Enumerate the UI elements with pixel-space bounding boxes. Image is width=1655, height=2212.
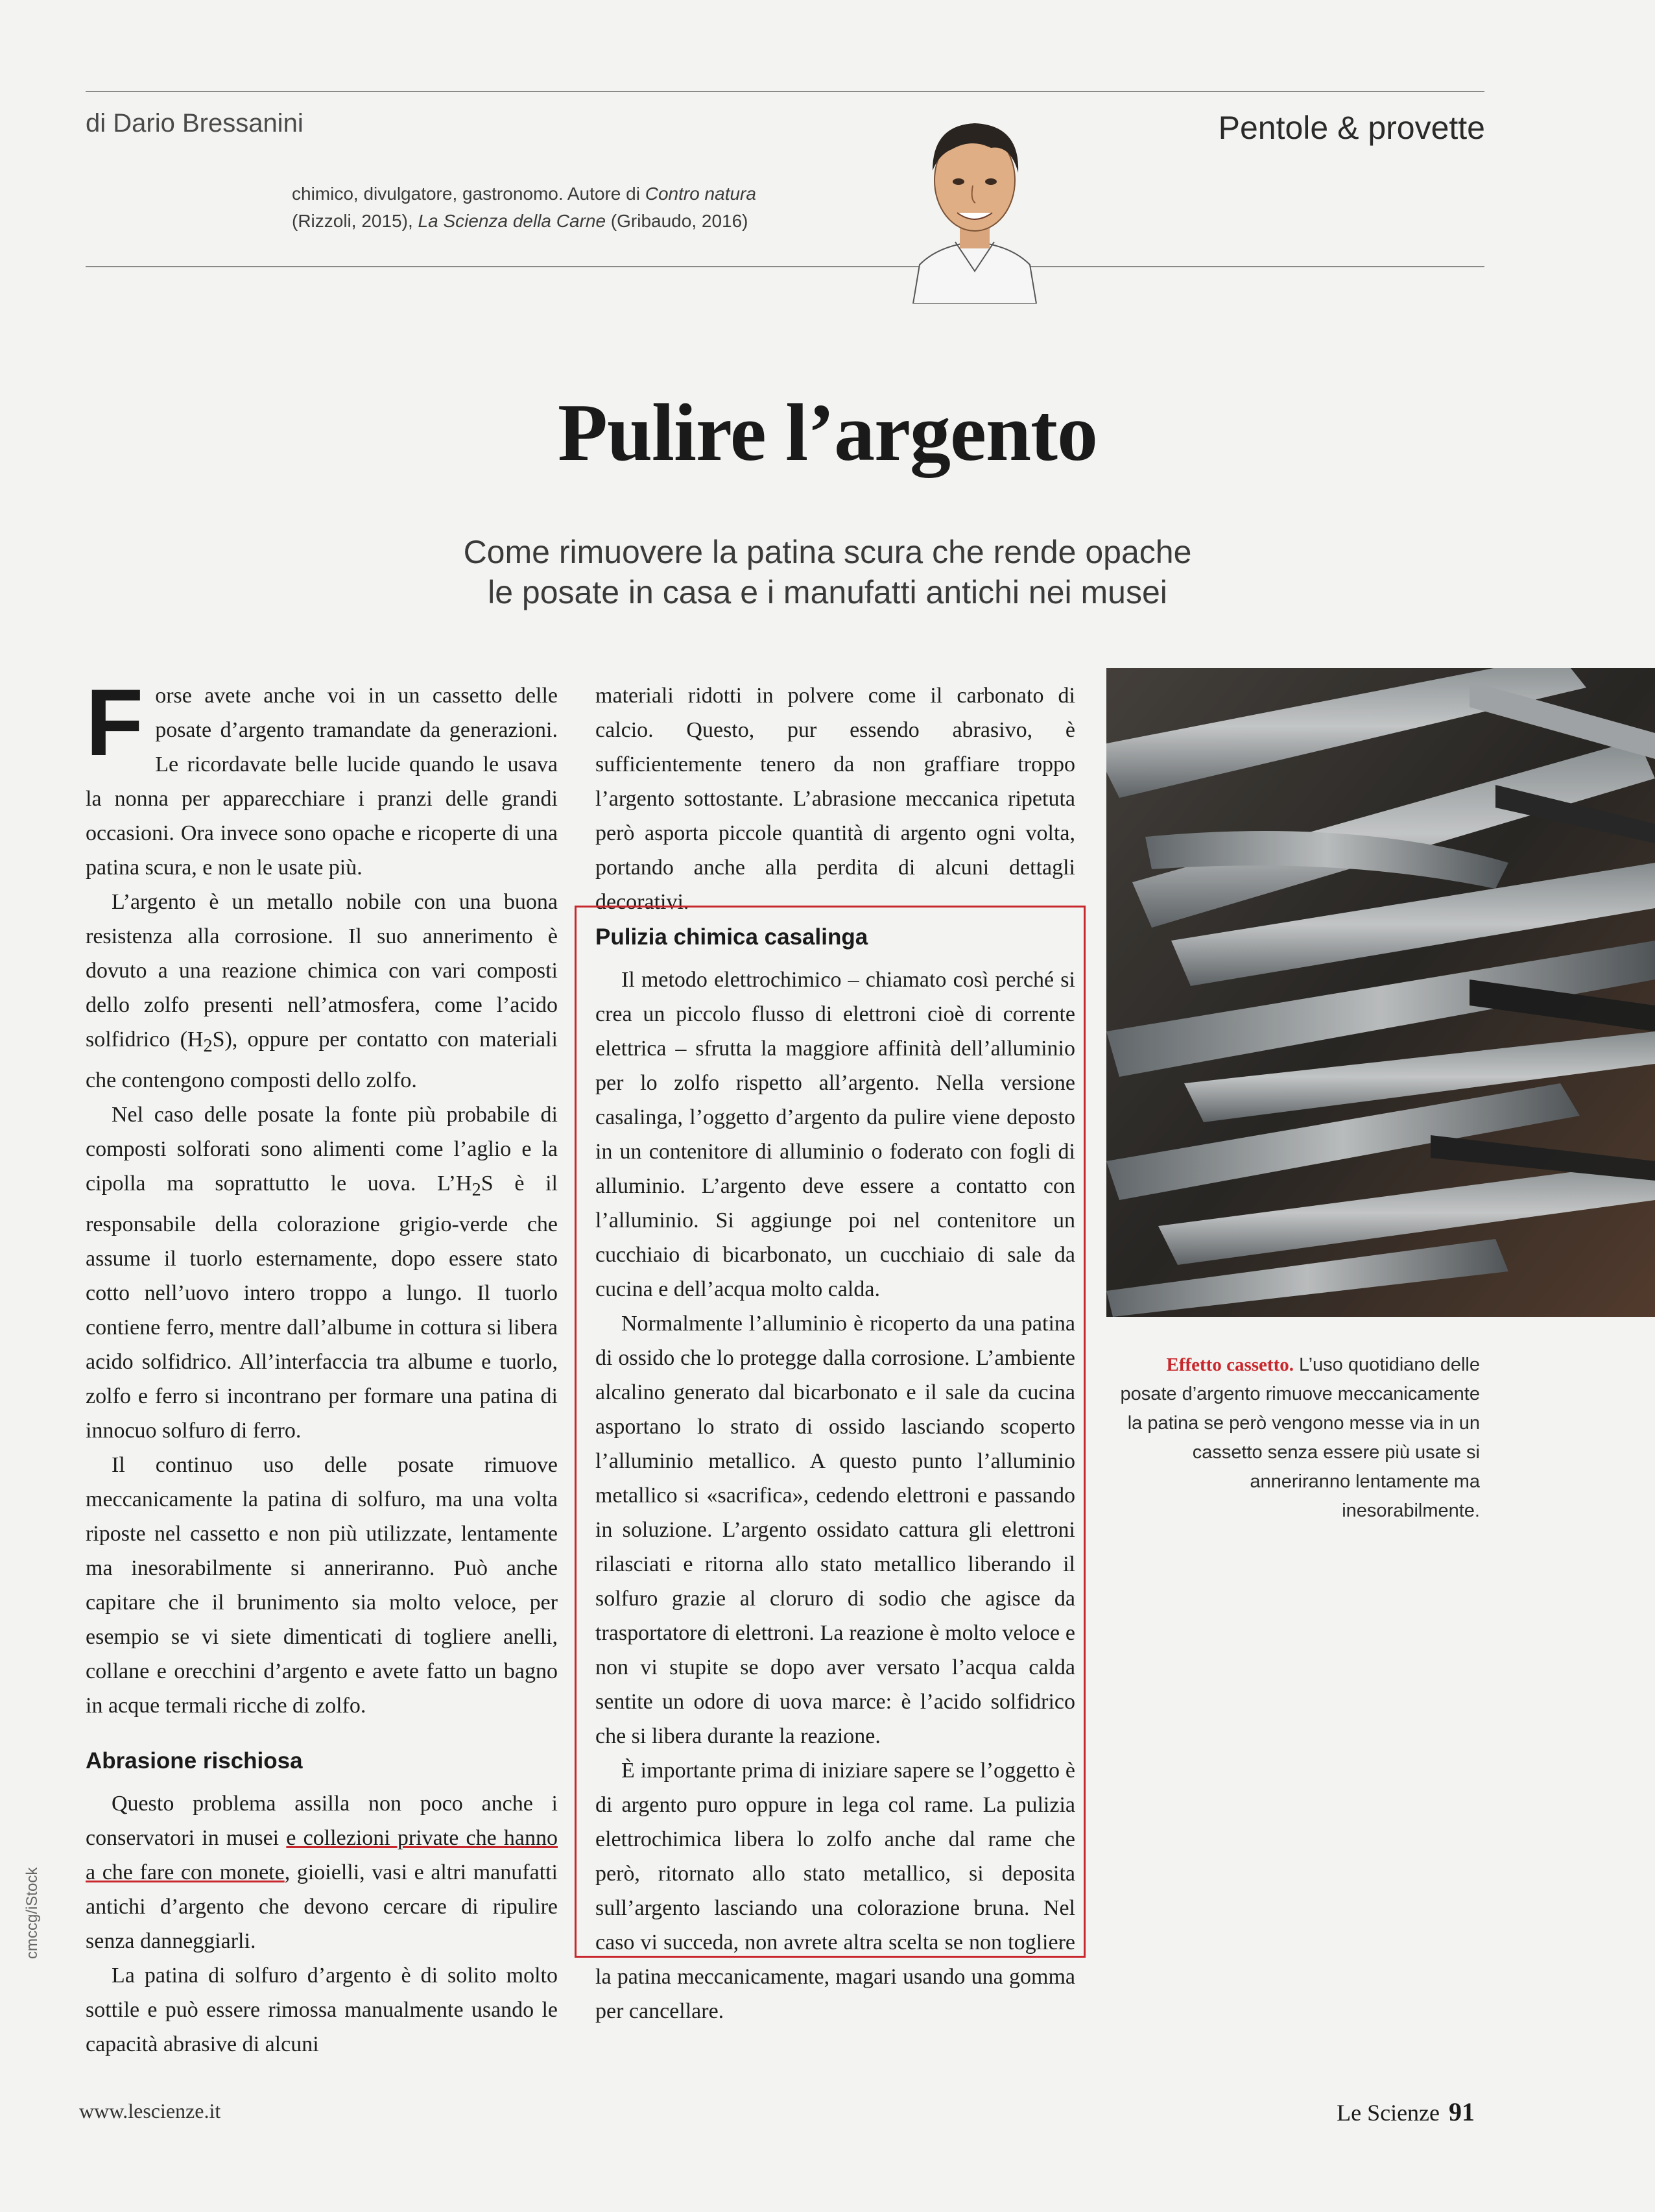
paragraph xyxy=(86,1448,558,1723)
underlined-text: e collezioni private che hanno a che fare con monete xyxy=(86,1825,558,1884)
middle-text-column xyxy=(595,679,1075,919)
header-top-rule xyxy=(86,91,1484,92)
subtitle-line: Come rimuovere la patina scura che rende opache xyxy=(463,534,1192,570)
photo-caption xyxy=(1119,1351,1480,1526)
section-heading: Abrasione rischiosa xyxy=(86,1748,303,1773)
bio-book-title: Contro natura xyxy=(645,184,756,204)
paragraph xyxy=(86,669,558,885)
subtitle-line: le posate in casa e i manufatti antichi nei musei xyxy=(488,574,1167,610)
author-byline: di Dario Bressanini xyxy=(86,109,304,138)
drop-cap: F xyxy=(86,669,144,775)
paragraph-text: Il continuo uso delle posate rimuove meccanicamente la patina di solfuro, ma una volta riposte nel cassetto e non più utilizzate, lentamente ma inesorabilmente si anneriranno. Può anche capitare che il brunimento sia molto veloce, per esempio se vi siete dimenticati di togliere anelli, collane e orecchini d’argento e avete fatto un bagno in acque termali ricche di zolfo. xyxy=(86,1452,558,1718)
paragraph-text: S), oppure per contatto con materiali che contengono composti dello zolfo. xyxy=(86,1028,558,1092)
paragraph xyxy=(86,1098,558,1448)
paragraph-text: S è il responsabile della colorazione grigio-verde che assume il tuorlo esternamente, dopo essere stato cotto nell’uovo intero troppo a lungo. Il tuorlo contiene ferro, mentre dall’albume in cottura si libera acido solfidrico. All’interfaccia tra albume e tuorlo, zolfo e ferro si incontrano per formare una patina di innocuo solfuro di ferro. xyxy=(86,1171,558,1443)
silverware-photo xyxy=(1106,668,1655,1317)
sidebar-heading: Pulizia chimica casalinga xyxy=(595,924,868,950)
caption-text: L’uso quotidiano delle posate d’argento rimuove meccanicamente la patina se però vengono messe via in un cassetto senza essere più usate si anneriranno lentamente ma inesorabilmente. xyxy=(1120,1354,1480,1521)
paragraph-text: Nel caso delle posate la fonte più probabile di composti solforati sono alimenti come l’aglio e la cipolla ma soprattutto le uova. L’H xyxy=(86,1102,558,1196)
subscript: 2 xyxy=(203,1035,213,1056)
paragraph-text: Questo problema assilla non poco anche i conservatori in musei xyxy=(86,1791,558,1850)
bio-text: (Gribaudo, 2016) xyxy=(606,211,748,231)
sidebar-box xyxy=(595,921,1075,2028)
magazine-name: Le Scienze xyxy=(1337,2100,1440,2126)
author-bio xyxy=(292,180,875,235)
paragraph-text: La patina di solfuro d’argento è di solito molto sottile e può essere rimossa manualmente usando le capacità abrasive di alcuni xyxy=(86,1963,558,2056)
paragraph xyxy=(86,1786,558,1958)
column-title: Pentole & provette xyxy=(1218,110,1485,146)
footer-magazine xyxy=(1337,2097,1475,2127)
bio-text: (Rizzoli, 2015), xyxy=(292,211,418,231)
page-number: 91 xyxy=(1449,2097,1475,2126)
page-title: Pulire l’argento xyxy=(558,388,1097,478)
paragraph xyxy=(86,1958,558,2062)
header-bottom-rule xyxy=(86,266,1484,267)
page-subtitle xyxy=(0,532,1655,612)
left-text-column xyxy=(86,669,558,2062)
paragraph: Normalmente l’alluminio è ricoperto da una patina di ossido che lo protegge dalla corrosione. L’ambiente alcalino generato dal bicarbonato e il sale da cucina asportano lo strato di ossido lasciando scoperto l’alluminio metallico. A questo punto l’alluminio metallico si «sacrifica», cedendo elettroni e passando in soluzione. L’argento ossidato cattura gli elettroni rilasciati e ritorna allo stato metallico liberando il solfuro grazie al cloruro di sodio che agisce da trasportatore di elettroni. La reazione è molto veloce e non vi stupite se dopo aver versato l’acqua calda sentite un odore di uova marce: è l’acido solfidrico che si libera durante la reazione. xyxy=(595,1312,1075,1748)
subscript: 2 xyxy=(471,1179,481,1200)
bio-book-title: La Scienza della Carne xyxy=(418,211,606,231)
caption-heading: Effetto cassetto. xyxy=(1166,1354,1294,1375)
bio-text: chimico, divulgatore, gastronomo. Autore di xyxy=(292,184,645,204)
paragraph xyxy=(86,885,558,1098)
paragraph: materiali ridotti in polvere come il carbonato di calcio. Questo, pur essendo abrasivo, è sufficientemente tenero da non graffiare troppo l’argento sottostante. L’abrasione meccanica ripetuta però asporta piccole quantità di argento ogni volta, portando anche alla perdita di alcuni dettagli decorativi. xyxy=(595,684,1075,914)
author-portrait-illustration xyxy=(894,109,1056,304)
paragraph-text: orse avete anche voi in un cassetto delle posate d’argento tramandate da generazioni. Le ricordavate belle lucide quando le usava la nonna per apparecchiare i pranzi delle grandi occasioni. Ora invece sono opache e ricoperte di una patina scura, e non le usate più. xyxy=(86,684,558,880)
paragraph: Il metodo elettrochimico – chiamato così perché si crea un piccolo flusso di elettroni cioè di corrente elettrica – sfrutta la maggiore affinità dell’alluminio per lo zolfo rispetto all’argento. Nella versione casalinga, l’oggetto d’argento da pulire viene deposto in un contenitore di alluminio o foderato con fogli di alluminio. L’argento deve essere a contatto con l’alluminio. Si aggiunge poi nel contenitore un cucchiaio di bicarbonato, un cucchiaio di sale da cucina e dell’acqua molto calda. xyxy=(595,968,1075,1301)
paragraph-text: L’argento è un metallo nobile con una buona resistenza alla corrosione. Il suo annerimento è dovuto a una reazione chimica con vari composti dello zolfo presenti nell’atmosfera, come l’acido solfidrico (H xyxy=(86,890,558,1052)
paragraph: È importante prima di iniziare sapere se l’oggetto è di argento puro oppure in lega col rame. La pulizia elettrochimica libera lo zolfo anche dal rame che però, ritornato allo stato metallico, si deposita sull’argento lasciando una colorazione bruna. Nel caso vi succeda, non avrete altra scelta se non togliere la patina meccanicamente, magari usando una gomma per cancellare. xyxy=(595,1759,1075,2023)
paragraph-text: , gioielli, vasi e altri manufatti antichi d’argento che devono cercare di ripulire senza danneggiarli. xyxy=(86,1860,558,1953)
photo-credit: cmccg/iStock xyxy=(23,1867,41,1959)
footer-website[interactable]: www.lescienze.it xyxy=(79,2099,221,2122)
